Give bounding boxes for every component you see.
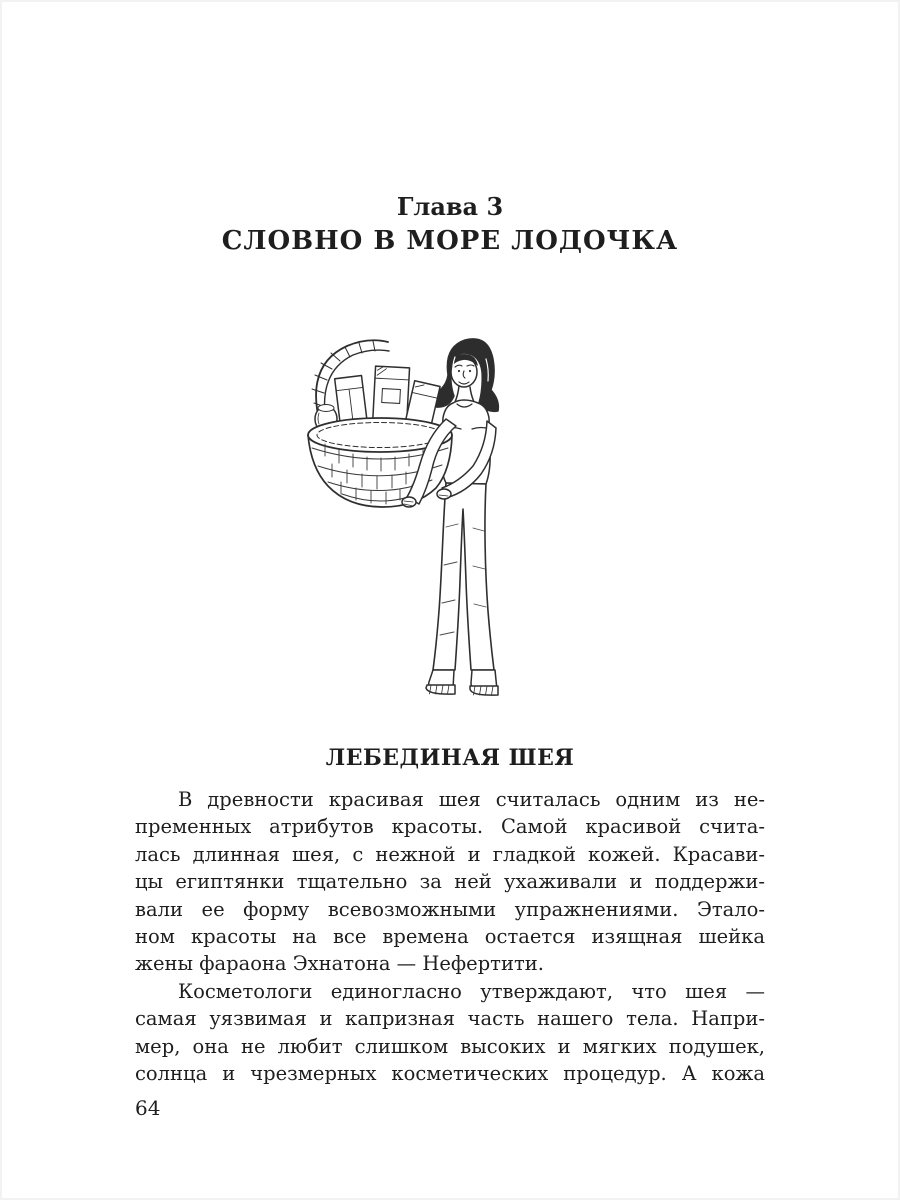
paragraph — [135, 978, 765, 1088]
body-text — [135, 786, 765, 1087]
text-line: мер, она не любит слишком высоких и мягких подушек, — [135, 1034, 765, 1058]
text-line: самая уязвимая и капризная часть нашего тела. Напри- — [135, 1007, 765, 1031]
illustration-woman-with-basket — [295, 323, 600, 721]
chapter-number: Глава 3 — [396, 192, 504, 221]
text-line: лась длинная шея, с нежной и гладкой кожей. Красави- — [135, 842, 765, 866]
chapter-heading — [0, 193, 900, 257]
text-line: цы египтянки тщательно за ней ухаживали и поддержи- — [135, 870, 765, 894]
chapter-title: СЛОВНО В МОРЕ ЛОДОЧКА — [221, 226, 679, 256]
package-box-2 — [373, 366, 410, 424]
page-number: 64 — [135, 1096, 161, 1120]
text-line: ном красоты на все времена остается изящная шейка — [135, 925, 765, 949]
text-line: вали ее форму всевозможными упражнениями. Этало- — [135, 897, 765, 921]
trousers — [433, 483, 494, 670]
section-heading: ЛЕБЕДИНАЯ ШЕЯ — [325, 745, 575, 771]
text-line: пременных атрибутов красоты. Самой красивой счита- — [135, 815, 765, 839]
text-line: солнца и чрезмерных косметических процедур. А кожа — [135, 1062, 765, 1086]
text-line: жены фараона Эхнатона — Нефертити. — [135, 952, 544, 976]
woman-with-basket-drawing — [295, 323, 600, 721]
text-line: Косметологи единогласно утверждают, что шея — — [178, 979, 765, 1003]
hand — [437, 489, 451, 499]
text-line: В древности красивая шея считалась одним из не- — [178, 788, 765, 811]
paragraph — [135, 786, 765, 978]
